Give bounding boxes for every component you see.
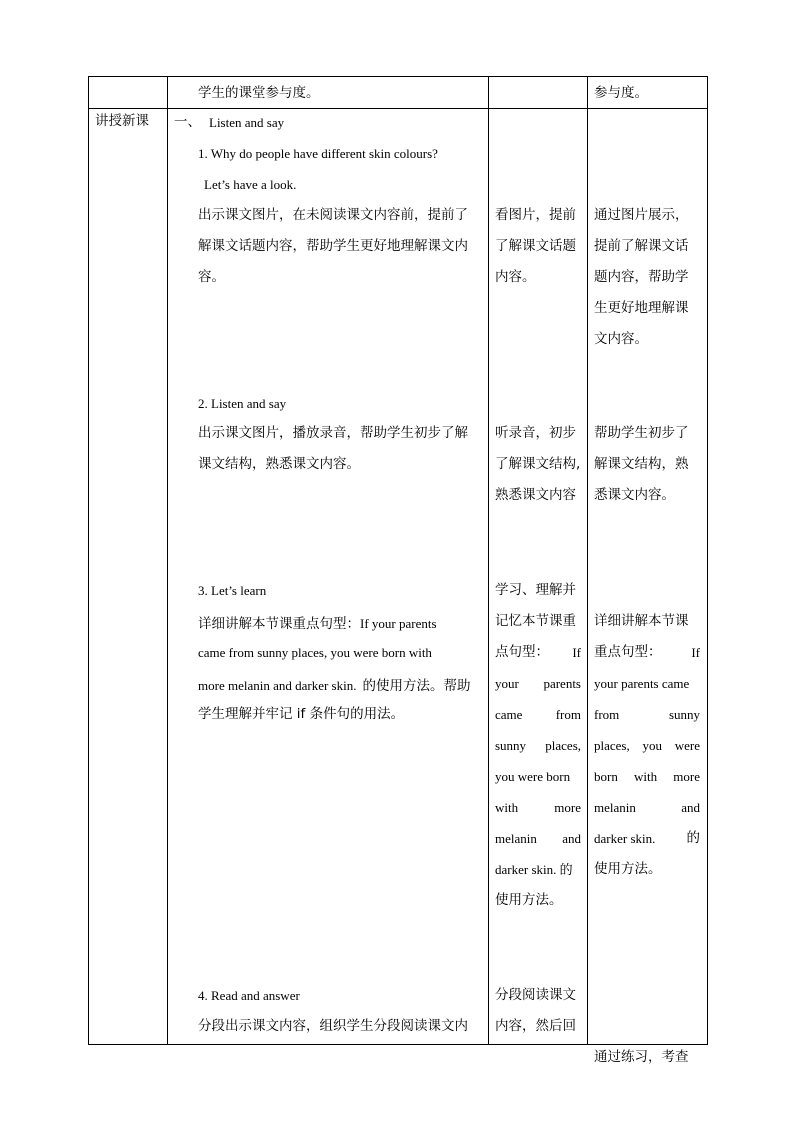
teacher-activities-cell — [168, 109, 489, 1045]
section-index: 一、 — [174, 114, 201, 130]
step3-purpose-word: you — [642, 738, 662, 753]
step3-student-line: 使用方法。 — [495, 892, 563, 908]
step3-teacher-line-4: 学生理解并牢记 if 条件句的用法。 — [198, 706, 405, 722]
step1-purpose-line: 提前了解课文话 — [594, 238, 689, 254]
step2-student-line: 熟悉课文内容 — [495, 487, 576, 503]
header-cell-1 — [89, 77, 168, 109]
step3-student-line — [495, 739, 581, 752]
step3-student-line: 学习、理解并 — [495, 582, 576, 598]
step3-student-word: more — [554, 800, 581, 815]
step3-student-line: 记忆本节课重 — [495, 613, 576, 629]
header-cell-3 — [489, 77, 588, 109]
step2-teacher-line: 出示课文图片，播放录音，帮助学生初步了解 — [198, 425, 468, 441]
step1-teacher-line: 容。 — [198, 269, 225, 285]
step1-purpose-line: 题内容，帮助学 — [594, 269, 689, 285]
step3-purpose-line — [594, 801, 700, 814]
step3-title: 3. Let’s learn — [198, 583, 267, 598]
step2-purpose-line: 悉课文内容。 — [594, 487, 675, 503]
step1-purpose-line: 通过图片展示， — [594, 207, 689, 223]
header-cell-4 — [588, 77, 708, 109]
step1-lead: Let’s have a look. — [204, 177, 297, 192]
step3-purpose-line: your parents came — [594, 676, 690, 691]
step3-purpose-word: more — [673, 769, 700, 784]
step3-purpose-word: places, — [594, 738, 630, 753]
step3-purpose-line — [594, 708, 700, 721]
step3-student-word: parents — [543, 676, 581, 691]
header-col2-text: 学生的课堂参与度。 — [198, 85, 320, 101]
step4-purpose-line: 通过练习，考查 — [594, 1049, 689, 1065]
step3-purpose-line: 使用方法。 — [594, 861, 662, 877]
section-label-cell — [89, 109, 168, 1045]
step3-student-en: If — [572, 645, 581, 660]
step3-student-line: darker skin. 的 — [495, 862, 573, 877]
step3-purpose-word: from — [594, 707, 620, 722]
step3-purpose-word: sunny — [668, 707, 700, 722]
step3-teacher-cn: 详细讲解本节课重点句型： — [198, 616, 360, 632]
step1-student-line: 了解课文话题 — [495, 238, 576, 254]
section-label: 讲授新课 — [95, 113, 149, 129]
step2-purpose-line: 帮助学生初步了 — [594, 425, 689, 441]
purpose-cell — [588, 109, 708, 1065]
step3-student-word: your — [495, 676, 519, 691]
step3-purpose-line — [594, 739, 700, 752]
step3-student-word: came — [495, 707, 523, 722]
step1-teacher-line: 解课文话题内容，帮助学生更好地理解课文内 — [198, 238, 468, 254]
step3-purpose-word: and — [681, 800, 700, 815]
step3-purpose-word: darker skin. — [594, 831, 656, 846]
step1-title: 1. Why do people have different skin colours? — [198, 146, 438, 161]
step3-teacher-en: more melanin and darker skin. — [198, 678, 357, 693]
step2-title: 2. Listen and say — [198, 396, 287, 411]
step2-teacher-line: 课文结构，熟悉课文内容。 — [198, 456, 360, 472]
body-row — [89, 109, 708, 1045]
header-cell-2 — [168, 77, 489, 109]
step3-purpose-word: 的 — [686, 830, 700, 846]
step3-student-word: places, — [545, 738, 581, 753]
step4-student-line: 分段阅读课文 — [495, 987, 576, 1003]
header-col4-text: 参与度。 — [594, 85, 648, 101]
step3-purpose-word: were — [674, 738, 700, 753]
step3-student-line — [495, 801, 581, 814]
step3-student-word: melanin — [495, 831, 537, 846]
step3-student-line — [495, 708, 581, 721]
lesson-plan-table — [88, 76, 708, 1065]
step3-student-word: from — [555, 707, 581, 722]
step3-teacher-line-1 — [198, 615, 437, 632]
step3-purpose-word: melanin — [594, 800, 636, 815]
header-row — [89, 77, 708, 109]
step3-purpose-line — [594, 832, 700, 846]
student-activities-cell — [489, 109, 588, 1045]
step3-student-line: you were born — [495, 769, 571, 784]
step3-purpose-line: 详细讲解本节课 — [594, 613, 689, 629]
step3-student-cn: 点句型： — [495, 644, 549, 660]
step1-teacher-line: 出示课文图片，在未阅读课文内容前，提前了 — [198, 207, 468, 223]
step1-purpose-line: 生更好地理解课 — [594, 300, 689, 316]
step4-student-line: 内容，然后回 — [495, 1018, 576, 1034]
step3-purpose-word: born — [594, 769, 618, 784]
step2-purpose-line: 解课文结构，熟 — [594, 456, 689, 472]
step3-student-word: with — [495, 800, 519, 815]
step3-purpose-word: with — [634, 769, 658, 784]
step4-teacher-line: 分段出示课文内容，组织学生分段阅读课文内 — [198, 1018, 468, 1034]
step1-student-line: 看图片，提前 — [495, 207, 576, 223]
step4-title: 4. Read and answer — [198, 988, 300, 1003]
step3-teacher-cn: 的使用方法。帮助 — [362, 678, 471, 694]
step3-teacher-line-3 — [198, 677, 470, 694]
step1-student-line: 内容。 — [495, 269, 536, 285]
step2-student-line: 了解课文结构, — [495, 456, 581, 472]
step3-teacher-en: If your parents — [360, 616, 437, 631]
step3-student-word: sunny — [495, 738, 527, 753]
step3-student-line — [495, 677, 581, 690]
step3-student-line — [495, 832, 581, 845]
step1-purpose-line: 文内容。 — [594, 331, 648, 347]
step3-student-word: and — [562, 831, 581, 846]
step3-teacher-line-2: came from sunny places, you were born with — [198, 645, 432, 660]
step3-purpose-en: If — [691, 645, 700, 660]
step3-student-line — [495, 646, 581, 660]
section-title: Listen and say — [209, 115, 285, 130]
step3-purpose-cn: 重点句型： — [594, 644, 662, 660]
step3-purpose-line — [594, 646, 700, 660]
step3-purpose-line — [594, 770, 700, 783]
step2-student-line: 听录音，初步 — [495, 425, 576, 441]
